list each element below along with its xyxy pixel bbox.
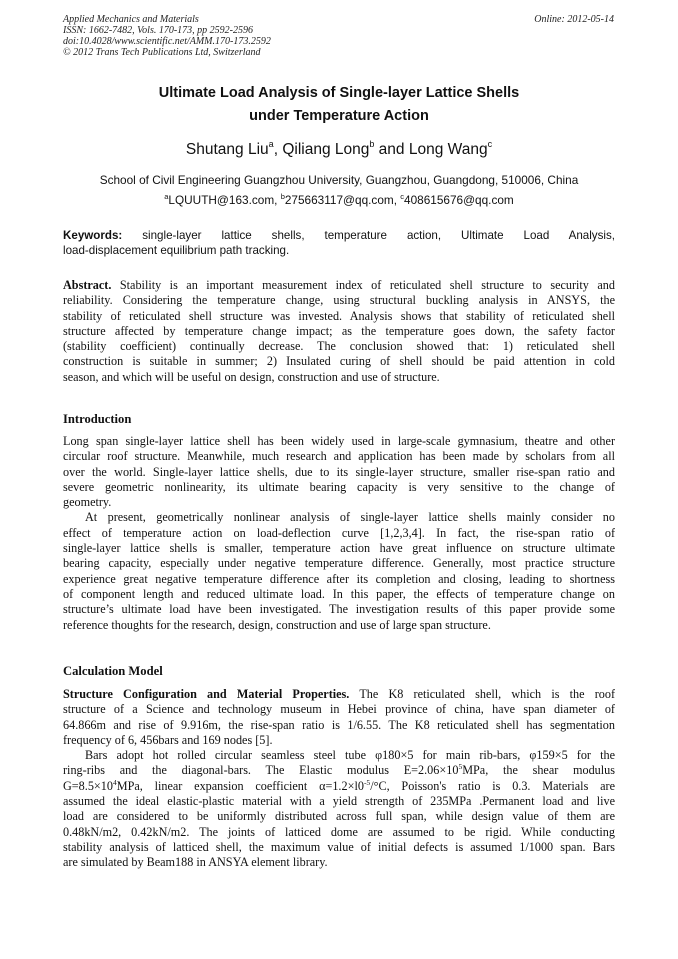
journal-header [63,14,271,58]
body-line: are simulated by Beam188 in ANSYA element library. [63,855,328,870]
email-2[interactable]: 275663117@qq.com, [284,193,401,207]
online-date: Online: 2012-05-14 [534,14,614,25]
abstract-line: season, and which will be useful on design, construction and use of structure. [63,369,440,384]
title-line-2: under Temperature Action [249,108,429,124]
email-1-sup: a [164,192,169,201]
body-line: severe geometric nonlinearity, its ultimate bearing capacity is very sensitive to the change of [63,479,615,494]
keywords-line-2: load-displacement equilibrium path tracking. [63,244,290,257]
body-line: assumed the ideal elastic-plastic material with a yield strength of 235MPa .Permanent load and live [63,794,615,809]
body-line: At present, geometrically nonlinear analysis of single-layer lattice shells mainly consider no [85,510,615,525]
body-text: MPa, the shear modulus [462,763,615,778]
journal-name: Applied Mechanics and Materials [63,14,199,25]
body-line: 0.48kN/m2, 0.42kN/m2. The joints of latticed dome are assumed to be rigid. While conducting [63,824,615,839]
keywords [63,228,615,258]
author-3-sup: c [487,139,493,149]
body-line: geometry. [63,495,112,510]
body-line: of component length and reduced ultimate load. In this paper, the effects of temperature change on [63,586,615,601]
abstract-line: stability of reticulated shell structure was invested. Analysis shows that stability of reticulated shell [63,308,615,323]
body-line: structure’s ultimate load have been investigated. The investigation results of this paper provide some [63,602,615,617]
abstract-line: reliability. Considering the temperature change, using structural buckling analysis in ANSYS, the [63,293,615,308]
author-2: Qiliang Long [282,141,370,158]
body-text: ring-ribs and the diagonal-bars. The Elastic modulus E=2.06×10 [63,763,459,778]
introduction-body [63,434,615,633]
title-line-1: Ultimate Load Analysis of Single-layer Lattice Shells [158,85,520,101]
author-separator: , [273,141,283,158]
paper-title [40,82,638,128]
abstract-line [63,278,615,293]
body-line: reference thoughts for the research, design, construction and use of large span structure. [63,617,491,632]
body-line: Long span single-layer lattice shell has been widely used in large-scale gymnasium, theatre and other [63,434,615,448]
exponent: -5 [363,778,371,787]
abstract-text: Stability is an important measurement index of reticulated shell structure to security and [111,278,615,292]
abstract-line: (stability coefficient) continually decrease. The conclusion showed that: 1) reticulated shell [63,339,615,354]
introduction-heading: Introduction [63,412,132,426]
exponent: 5 [458,763,463,772]
body-line: effect of temperature action on load-deflection curve [1,2,3,4]. In fact, the rise-span ratio of [63,525,615,540]
author-3: Long Wang [408,141,488,158]
journal-copyright: © 2012 Trans Tech Publications Ltd, Switzerland [63,47,261,58]
body-line: stability analysis of latticed shell, the maximum value of initial defects is assumed 1/1000 span. Bars [63,839,615,854]
journal-doi[interactable]: doi:10.4028/www.scientific.net/AMM.170-173.2592 [63,36,271,47]
author-emails [40,192,638,207]
keywords-label: Keywords: [63,229,123,242]
exponent: 4 [112,778,117,787]
body-text: MPa, linear expansion coefficient α=1.2×l0 [116,778,364,793]
author-1-sup: a [268,139,274,149]
abstract-line: construction is suitable in summer; 2) Insulated curing of shell should be paid attention in cold [63,354,615,369]
body-line [63,687,615,702]
body-line: Bars adopt hot rolled circular seamless steel tube φ180×5 for main rib-bars, φ159×5 for the [85,748,615,763]
keywords-line-1 [63,228,615,243]
body-line: over the world. Single-layer lattice shells, due to its single-layer structure, smaller rise-span ratio and [63,464,615,479]
body-text: The K8 reticulated shell, which is the roof [349,687,615,701]
email-1[interactable]: LQUUTH@163.com, [168,193,281,207]
body-line [63,763,615,778]
email-3-sup: c [400,192,405,201]
abstract [63,278,615,385]
body-line: single-layer lattice shells is smaller, temperature action have great influence on structure ultimate [63,541,615,556]
author-and: and [374,141,409,158]
body-line: 64.866m and rise of 9.916m, the rise-span ratio is 1/6.55. The K8 reticulated shell has segmentation [63,717,615,732]
affiliation: School of Civil Engineering Guangzhou University, Guangzhou, Guangdong, 510006, China [99,173,579,187]
calculation-model-heading: Calculation Model [63,664,163,678]
abstract-line: structure affected by temperature change impact; as the temperature goes down, the safety factor [63,323,615,338]
body-text: /°C, Poisson's ratio is 0.3. Materials are [370,778,615,793]
body-line [63,779,615,794]
author-1: Shutang Liu [185,141,269,158]
keywords-text-1: single-layer lattice shells, temperature action, Ultimate Load Analysis, [122,229,615,242]
subsection-label: Structure Configuration and Material Properties. [63,687,350,701]
journal-issn: ISSN: 1662-7482, Vols. 170-173, pp 2592-2596 [63,25,253,36]
body-line: bearing capacity, especially under negative temperature difference. Generally, most practice structure [63,556,615,571]
abstract-label: Abstract. [63,278,112,292]
body-text: G=8.5×10 [63,778,113,793]
body-line: structure of a Science and technology museum in Hebei province of china, have span diameter of [63,702,615,717]
body-line: frequency of 6, 456bars and 169 nodes [5]. [63,732,273,747]
body-line: circular roof structure. Meanwhile, much research and application has been made by scholars from all [63,449,615,464]
author-list [40,139,638,159]
author-2-sup: b [369,139,375,149]
email-2-sup: b [280,192,285,201]
email-3[interactable]: 408615676@qq.com [404,193,514,207]
body-line: load are considered to be uniformly distributed across full span, while design value of them are [63,809,615,824]
calculation-model-body [63,687,615,871]
body-line: experience great negative temperature difference after its completion and closing, leading to shortness [63,571,615,586]
